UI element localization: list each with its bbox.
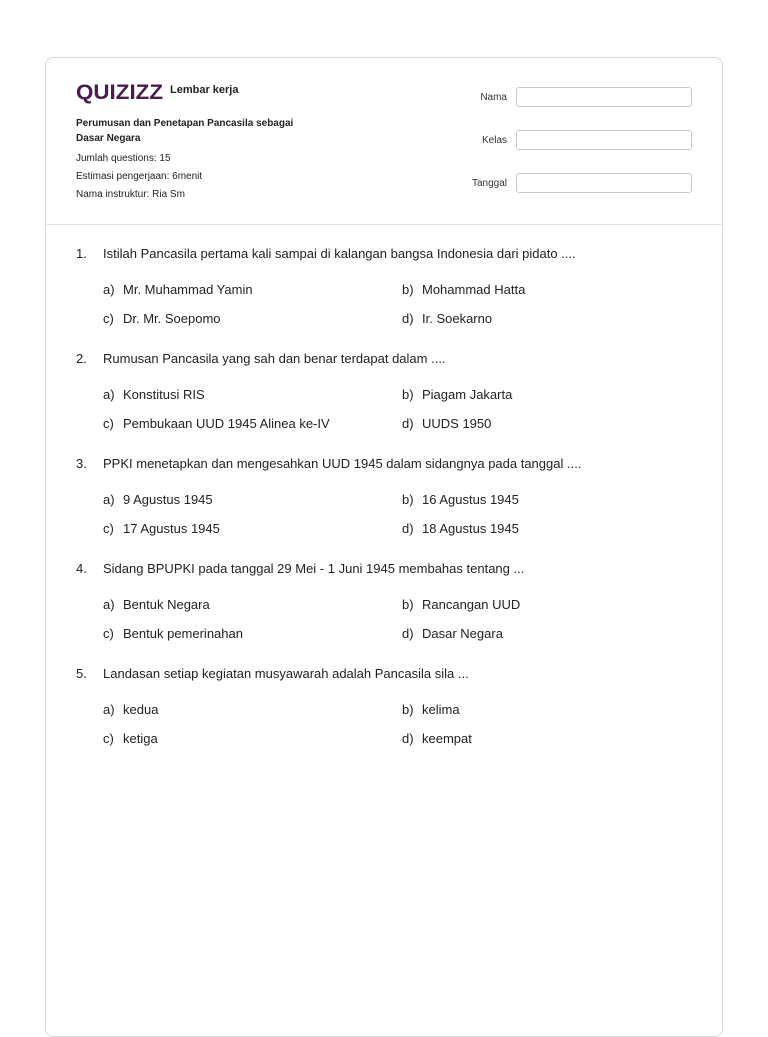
instructor-name: Nama instruktur: Ria Sm [76,189,185,200]
option-d [402,730,682,748]
option-text: Bentuk pemerinahan [123,626,243,641]
option-c [103,730,402,748]
option-letter: d) [402,311,414,326]
option-c [103,310,402,328]
option-letter: c) [103,626,114,641]
option-text: Rancangan UUD [422,597,521,612]
option-letter: c) [103,521,114,536]
option-text: UUDS 1950 [422,416,492,431]
question-3 [76,455,696,538]
question-number: 1. [76,246,87,261]
option-text: Dr. Mr. Soepomo [123,311,221,326]
date-label: Tanggal [471,177,507,189]
question-list [76,245,696,770]
option-text: 16 Agustus 1945 [422,492,519,507]
option-text: Ir. Soekarno [422,311,493,326]
option-b [402,281,682,299]
brand-logo-text: QUIZIZZ [76,81,164,104]
option-text: Konstitusi RIS [123,387,205,402]
option-b [402,386,682,404]
option-text: Bentuk Negara [123,597,210,612]
option-c [103,415,402,433]
option-b [402,701,682,719]
option-letter: a) [103,282,115,297]
question-prompt: PPKI menetapkan dan mengesahkan UUD 1945 dalam sidangnya pada tanggal .... [103,456,582,471]
worksheet-title: Perumusan dan Penetapan Pancasila sebagai Dasar Negara [76,118,294,144]
name-label: Nama [480,91,507,103]
question-number: 3. [76,456,87,471]
question-prompt: Rumusan Pancasila yang sah dan benar terdapat dalam .... [103,351,446,366]
option-a [103,386,402,404]
option-d [402,625,682,643]
name-field-row [447,87,692,107]
question-prompt: Sidang BPUPKI pada tanggal 29 Mei - 1 Juni 1945 membahas tentang ... [103,561,525,576]
option-text: 9 Agustus 1945 [123,492,213,507]
question-2 [76,350,696,433]
question-count: Jumlah questions: 15 [76,153,171,164]
option-letter: b) [402,282,414,297]
answer-options [103,701,696,748]
option-text: Mr. Muhammad Yamin [123,282,253,297]
answer-options [103,491,696,538]
option-letter: a) [103,492,115,507]
estimated-duration: Estimasi pengerjaan: 6menit [76,171,203,182]
question-text [76,350,696,368]
option-text: Mohammad Hatta [422,282,526,297]
question-text [76,455,696,473]
option-letter: c) [103,416,114,431]
option-letter: d) [402,626,414,641]
quizizz-logo [76,80,164,104]
option-b [402,491,682,509]
option-text: 18 Agustus 1945 [422,521,519,536]
option-a [103,491,402,509]
option-d [402,520,682,538]
option-text: Dasar Negara [422,626,503,641]
worksheet [45,57,723,1037]
class-field[interactable] [516,130,692,150]
option-text: kelima [422,702,460,717]
option-a [103,281,402,299]
question-5 [76,665,696,748]
answer-options [103,596,696,643]
question-4 [76,560,696,643]
option-letter: b) [402,702,414,717]
option-text: Piagam Jakarta [422,387,513,402]
date-field[interactable] [516,173,692,193]
date-field-row [447,173,692,193]
worksheet-meta [76,116,316,204]
sheet-type-label: Lembar kerja [170,84,239,96]
option-letter: b) [402,492,414,507]
name-field[interactable] [516,87,692,107]
option-letter: d) [402,416,414,431]
question-number: 4. [76,561,87,576]
option-text: ketiga [123,731,158,746]
option-letter: d) [402,731,414,746]
class-field-row [447,130,692,150]
option-letter: c) [103,731,114,746]
question-text [76,245,696,263]
question-text [76,665,696,683]
option-d [402,310,682,328]
option-b [402,596,682,614]
brand-row [76,80,238,104]
question-number: 2. [76,351,87,366]
option-a [103,596,402,614]
option-text: 17 Agustus 1945 [123,521,220,536]
option-letter: a) [103,597,115,612]
option-text: Pembukaan UUD 1945 Alinea ke-IV [123,416,330,431]
question-prompt: Istilah Pancasila pertama kali sampai di kalangan bangsa Indonesia dari pidato .... [103,246,576,261]
question-1 [76,245,696,328]
answer-options [103,386,696,433]
option-letter: d) [402,521,414,536]
option-letter: b) [402,597,414,612]
option-text: kedua [123,702,159,717]
worksheet-header [46,58,722,225]
option-letter: a) [103,702,115,717]
question-number: 5. [76,666,87,681]
question-text [76,560,696,578]
option-c [103,625,402,643]
question-prompt: Landasan setiap kegiatan musyawarah adalah Pancasila sila ... [103,666,469,681]
option-text: keempat [422,731,472,746]
option-letter: b) [402,387,414,402]
option-letter: c) [103,311,114,326]
option-letter: a) [103,387,115,402]
option-a [103,701,402,719]
option-c [103,520,402,538]
answer-options [103,281,696,328]
option-d [402,415,682,433]
class-label: Kelas [481,134,507,146]
